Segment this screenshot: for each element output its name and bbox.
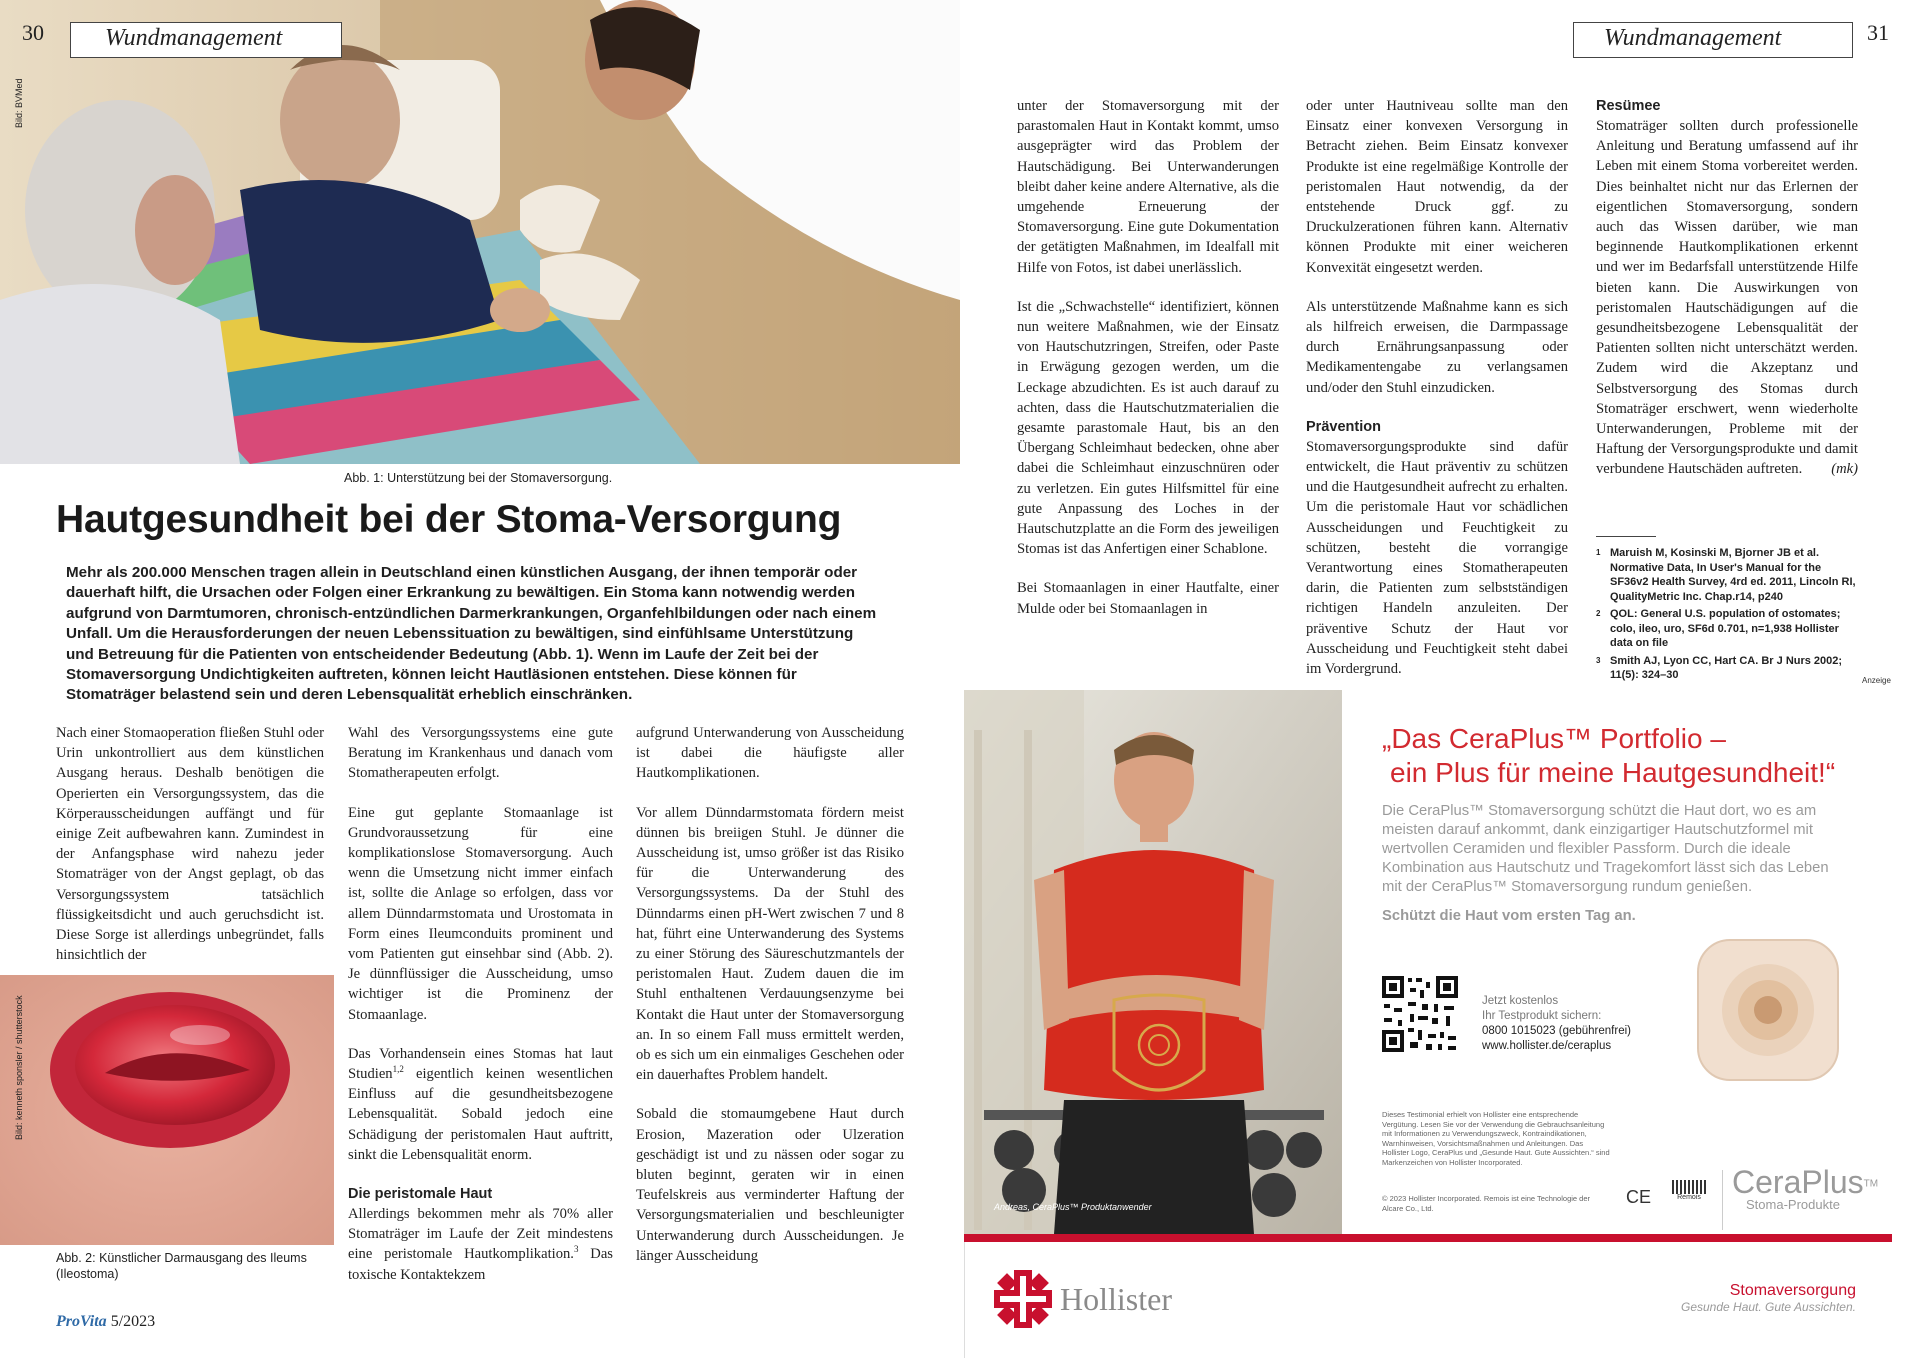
ad-cta-line1: Jetzt kostenlos	[1482, 995, 1559, 1007]
ad-cta	[1482, 994, 1631, 1054]
col2-p3-ref: 1,2	[392, 1064, 404, 1075]
body-column-a	[1017, 96, 1279, 638]
advertisement	[964, 690, 1892, 1358]
colB-paragraph-3: Stomaversorgungsprodukte sind dafür entwickelt, die Haut präventiv zu schützen und die Hautgesundheit aufrecht zu erhalten. Um die peristomale Haut vor schädlichen Ausscheidungen und Feuchtigkeit zu schützen, besteht die vorrangige Verantwortung eines Stomatherapeuten darin, die Patienten zum selbstständigen richtigen Handeln anzuleiten. Der präventive Schutz der Haut vor Ausscheidung und Feuchtigkeit steht dabei im Vordergrund.	[1306, 438, 1568, 678]
ad-tagline: Schützt die Haut vom ersten Tag an.	[1382, 908, 1636, 924]
body-column-1	[56, 723, 324, 984]
references-list	[1596, 546, 1858, 683]
colA-paragraph-3: Bei Stomaanlagen in einer Hautfalte, einer Mulde oder bei Stomaanlagen in	[1017, 580, 1279, 617]
reference-num: 1	[1596, 548, 1601, 557]
page-number-right: 31	[1867, 20, 1889, 45]
photo-illustration	[0, 0, 960, 464]
section-title-right: Wundmanagement	[1604, 25, 1782, 51]
qr-code[interactable]	[1382, 976, 1458, 1052]
col2-paragraph-3	[348, 1044, 613, 1165]
col2-p3-text-a: Das Vorhandensein eines Stomas hat laut Studien	[348, 1045, 613, 1083]
reference-text: Smith AJ, Lyon CC, Hart CA. Br J Nurs 2002; 11(5): 324–30	[1610, 654, 1843, 681]
photo1-credit: Bild: BVMed	[14, 78, 24, 128]
col1-text: Nach einer Stomaoperation fließen Stuhl oder Urin unkontrolliert aus dem künstlichen Ausgang heraus. Deshalb benötigen die Operierten ein Versorgungssystem, das die Körperausscheidungen auffängt und für einige Zeit aufbewahren kann. Zumindest in der Anfangsphase wird nahezu jeder Stomaträger von der Angst geplagt, ob das Versorgungssystem tatsächlich flüssigkeitsdicht und auch geruchsdicht ist. Diese Sorge ist allerdings unbegründet, falls hinsichtlich der	[56, 725, 324, 964]
colB-paragraph-2: Als unterstützende Maßnahme kann es sich als hilfreich erweisen, die Darmpassage durch Ernährungsanpassung oder Medikamentengabe zu verlangsamen und/oder den Stuhl einzudicken.	[1306, 298, 1568, 396]
reference-item	[1596, 607, 1858, 651]
colA-paragraph-2: Ist die „Schwachstelle“ identifiziert, können nun weitere Maßnahmen, wie der Einsatz von Hautschutzringen, Streifen, oder Paste in Erwägung gezogen werden, um die Leckage abzudichten. Es ist auch darauf zu achten, dass die Hautschutzmaterialien die gesamte parastomale Haut, bis an den Übergang Schleimhaut bedecken, ohne aber dabei die Schleimhaut einzuschnüren oder zu verletzen. Ein gutes Hilfsmittel für eine gute Anpassung des Loches in der Hautschutzplatte an die Form des jeweiligen Stomas ist das Anfertigen einer Schablone.	[1017, 298, 1279, 558]
reference-text: QOL: General U.S. population of ostomates; colo, ileo, uro, SF6d 0.701, n=1,938 Hollister data on file	[1610, 608, 1841, 649]
ad-phone[interactable]: 0800 1015023 (gebührenfrei)	[1482, 1025, 1631, 1037]
col2-p4-text-a: Allerdings bekommen mehr als 70% aller Stomaträger im Laufe der Zeit mindestens eine peristomale Hautkomplikation.	[348, 1206, 613, 1263]
ad-headline	[1382, 722, 1835, 790]
hollister-cross-icon	[994, 1270, 1052, 1328]
colC-text: Stomaträger sollten durch professionelle Anleitung und Beratung umfassend auf ihr Leben mit einem Stoma vorbereitet werden. Dies beinhaltet nicht nur das Erlernen der eigentlichen Stomaversorgung, sondern auch das Wissen darüber, wie man beginnende Hautkomplikationen erkennt und wer im Bedarfsfall unterstützende Hilfe bieten kann. Die Auswirkungen von peristomalen Hautschädigungen auf die gesundheitsbezogene Lebensqualität der Patienten sollten nicht unterschätzt werden. Zudem wird die Akzeptanz und Selbstversorgung des Stomas durch Stomaträger erschwert, wenn wiederholte Unterwanderungen, Probleme mit der Haftung der Versorgungsprodukte und damit verbundene Hautschäden auftreten.	[1596, 118, 1858, 478]
col3-paragraph-2: Vor allem Dünndarmstomata fördern meist dünnen bis breiigen Stuhl. Je dünner die Ausscheidung ist, umso größer ist das Risiko für die Unterwanderung des Versorgungssystems. Da der Stuhl des Dünndarms einen pH-Wert zwischen 7 und 8 hat, führt eine Unterwanderung des Systems zu einer Störung des Säureschutzmantels der peristomalen Haut. Zudem dauen die im Stuhl enthaltenen Verdauungsenzyme bei Kontakt die Haut unter der Stomaversorgung an. In so einem Fall muss ermittelt werden, ob es sich um ein einmaliges Geschehen oder ein dauerhaftes Problem handelt.	[636, 804, 904, 1084]
photo-stoma-care	[0, 0, 960, 464]
col2-paragraph-1: Wahl des Versorgungssystems eine gute Beratung im Krankenhaus und danach vom Stomatherapeuten erfolgt.	[348, 725, 613, 782]
col2-p4-text-b: Das toxische Kontaktekzem	[348, 1246, 613, 1283]
ad-red-band	[964, 1234, 1892, 1242]
col2-p4-ref: 3	[573, 1244, 579, 1255]
body-column-2	[348, 723, 613, 1304]
article-lead: Mehr als 200.000 Menschen tragen allein in Deutschland einen künstlichen Ausgang, der ihnen temporär oder dauerhaft hilft, die Ursachen oder Folgen einer Erkrankung zu bewältigen. Ein Stoma kann notwendig werden aufgrund von Darmtumoren, chronisch-entzündlichen Darmerkrankungen, Organfehlbildungen oder nach einem Unfall. Um die Herausforderungen der neuen Lebenssituation zu bewältigen, sind einfühlsame Unterstützung und Betreuung für die Patienten von entscheidender Bedeutung (Abb. 1). Wenn im Laufe der Zeit bei der Stomaversorgung Undichtigkeiten auftreten, können leicht Hautläsionen entstehen. Diese können für Stomaträger belastend sein und deren Lebensqualität erheblich einschränken.	[66, 564, 877, 704]
ce-mark: CE	[1626, 1187, 1652, 1207]
author-sign: (mk)	[1831, 461, 1858, 478]
colB-paragraph-1: oder unter Hautniveau sollte man den Einsatz einer konvexen Versorgung in Betracht ziehen. Beim Einsatz konvexer Produkte ist eine regelmäßige Kontrolle der peristomalen Haut notwendig, da der entstehende Druck ggf. zu Druckulzerationen führen kann. Alternativ können Produkte mit einer weicheren Konvexität eingesetzt werden.	[1306, 98, 1568, 276]
magazine-brand: ProVita	[56, 1313, 107, 1330]
reference-item	[1596, 654, 1858, 683]
photo2-credit: Bild: kenneth sponsler / shutterstock	[14, 995, 24, 1140]
ad-body: Die CeraPlus™ Stomaversorgung schützt die Haut dort, wo es am meisten darauf ankommt, dank einzigartiger Hautschutzformel mit wertvollen Ceramiden und flexibler Passform. Durch die ideale Kombination aus Hautschutz und Tragekomfort lässt sich das Leben mit der CeraPlus™ Stomaversorgung rundum genießen.	[1382, 803, 1829, 895]
hollister-wordmark: Hollister	[1060, 1280, 1172, 1317]
reference-text: Maruish M, Kosinski M, Bjorner JB et al. Normative Data, In User's Manual for the SF36v2 Health Survey, 4rd ed. 2011, Lincoln RI, QualityMetric Inc. Chap.r14, p240	[1610, 547, 1856, 603]
ceraplus-sub: Stoma-Produkte	[1746, 1197, 1840, 1212]
magazine-footer	[56, 1313, 155, 1331]
colA-paragraph-1: unter der Stomaversorgung mit der parastomalen Haut in Kontakt kommt, umso ausgeprägter wird das Problem der Hautschädigung. Bei Unterwanderungen bleibt daher keine andere Alternative, als die umgehende Erneuerung der Stomaversorgung. Eine gute Dokumentation der getätigten Maßnahmen, im Idealfall mit Hilfe von Fotos, ist dabei unerlässlich.	[1017, 98, 1279, 276]
ad-footer-title: Stomaversorgung	[1729, 1282, 1856, 1299]
col2-p3-text-b: eigentlich keinen wesentlichen Einfluss auf die gesundheitsbezogene Lebensqualität. Sobald jedoch eine Schädigung der peristomalen Haut auftritt, sinkt die Lebensqualität enorm.	[348, 1066, 613, 1163]
ad-label: Anzeige	[1862, 676, 1891, 685]
reference-num: 2	[1596, 609, 1601, 618]
ileostoma-illustration	[0, 975, 334, 1245]
ad-cta-line2: Ihr Testprodukt sichern:	[1482, 1010, 1602, 1022]
magazine-issue: 5/2023	[110, 1313, 156, 1330]
remois-icon	[1672, 1180, 1706, 1194]
ad-photo	[964, 690, 1342, 1234]
right-page	[960, 0, 1920, 1358]
fig2-caption: Abb. 2: Künstlicher Darmausgang des Ileums (Ileostoma)	[56, 1251, 307, 1281]
col3-paragraph-3: Sobald die stomaumgebene Haut durch Erosion, Mazeration oder Ulzeration geschädigt ist und zu nässen oder sogar zu bluten beginnt, geraten wir in einen Teufelskreis aus verminderter Haftung der Versorgungsmaterialien und beschleunigter Unterwanderung durch Ausscheidungen. Je länger Ausscheidung	[636, 1106, 904, 1264]
col3-paragraph-1: aufgrund Unterwanderung von Ausscheidung ist dabei die häufigste aller Hautkomplikationen.	[636, 725, 904, 782]
body-column-b	[1306, 96, 1568, 698]
ad-footer-tagline: Gesunde Haut. Gute Aussichten.	[1681, 1300, 1856, 1314]
ceraplus-wafer-icon	[1694, 936, 1842, 1084]
reference-divider	[1596, 536, 1656, 537]
body-column-c	[1596, 96, 1858, 486]
reference-item	[1596, 546, 1858, 604]
ad-copyright: © 2023 Hollister Incorporated. Remois ist eine Technologie der Alcare Co., Ltd.	[1382, 1194, 1591, 1213]
section-title: Wundmanagement	[105, 25, 283, 51]
col2-paragraph-2: Eine gut geplante Stomaanlage ist Grundvoraussetzung für eine komplikationslose Stomaversorgung. Auch wenn die Umsetzung nicht immer einfach ist, sollte die Anlage so erfolgen, dass vor allem Dünndarmstomata und Urostomata in Form eines Ileumconduits prominent und vom Patienten gut einsehbar sind (Abb. 2). Je dünnflüssiger die Ausscheidung, umso wichtiger ist die Prominenz der Stomaanlage.	[348, 804, 613, 1023]
col2-heading: Die peristomale Haut	[348, 1186, 493, 1203]
reference-num: 3	[1596, 655, 1601, 665]
section-title-box-right	[1573, 22, 1853, 58]
ceraplus-name: CeraPlus	[1732, 1164, 1864, 1200]
ad-url[interactable]: www.hollister.de/ceraplus	[1482, 1040, 1612, 1052]
ceraplus-tm: TM	[1863, 1178, 1879, 1190]
hollister-logo	[994, 1270, 1172, 1328]
body-column-3	[636, 723, 904, 1285]
remois-logo	[1672, 1180, 1706, 1201]
ceraplus-logo	[1732, 1164, 1878, 1212]
ad-person-caption: Andreas, CeraPlus™ Produktanwender	[994, 1202, 1152, 1212]
section-title-box	[70, 22, 342, 58]
brand-divider	[1722, 1170, 1723, 1230]
page-number: 30	[22, 20, 44, 45]
ad-footer-right	[1681, 1282, 1856, 1314]
ad-person-illustration	[964, 690, 1342, 1234]
colB-heading: Prävention	[1306, 418, 1381, 435]
qr-code-graphic	[1382, 976, 1458, 1052]
col2-paragraph-4	[348, 1204, 613, 1285]
ad-left-rule	[964, 1242, 965, 1358]
colC-heading: Resümee	[1596, 98, 1661, 114]
ad-headline-line2: ein Plus für meine Hautgesundheit!“	[1390, 757, 1836, 788]
ad-headline-line1: „Das CeraPlus™ Portfolio –	[1382, 723, 1726, 754]
colC-paragraph-1	[1596, 116, 1858, 480]
product-wafer	[1694, 936, 1842, 1084]
ad-disclaimer: Dieses Testimonial erhielt von Hollister eine entsprechende Vergütung. Lesen Sie vor der Verwendung die Gebrauchsanleitung mit Informationen zu Verwendungszweck, Kontraindikationen, Warnhinweisen, Vorsichtsmaßnahmen und Anleitungen. Das Hollister Logo, CeraPlus und „Gesunde Haut. Gute Aussichten.“ sind Markenzeichen von Hollister Incorporated.	[1382, 1110, 1610, 1167]
article-title: Hautgesundheit bei der Stoma-Versorgung	[56, 498, 842, 541]
remois-label: Remois	[1677, 1194, 1701, 1201]
fig1-caption: Abb. 1: Unterstützung bei der Stomaversorgung.	[344, 471, 613, 485]
photo-ileostoma	[0, 975, 334, 1245]
